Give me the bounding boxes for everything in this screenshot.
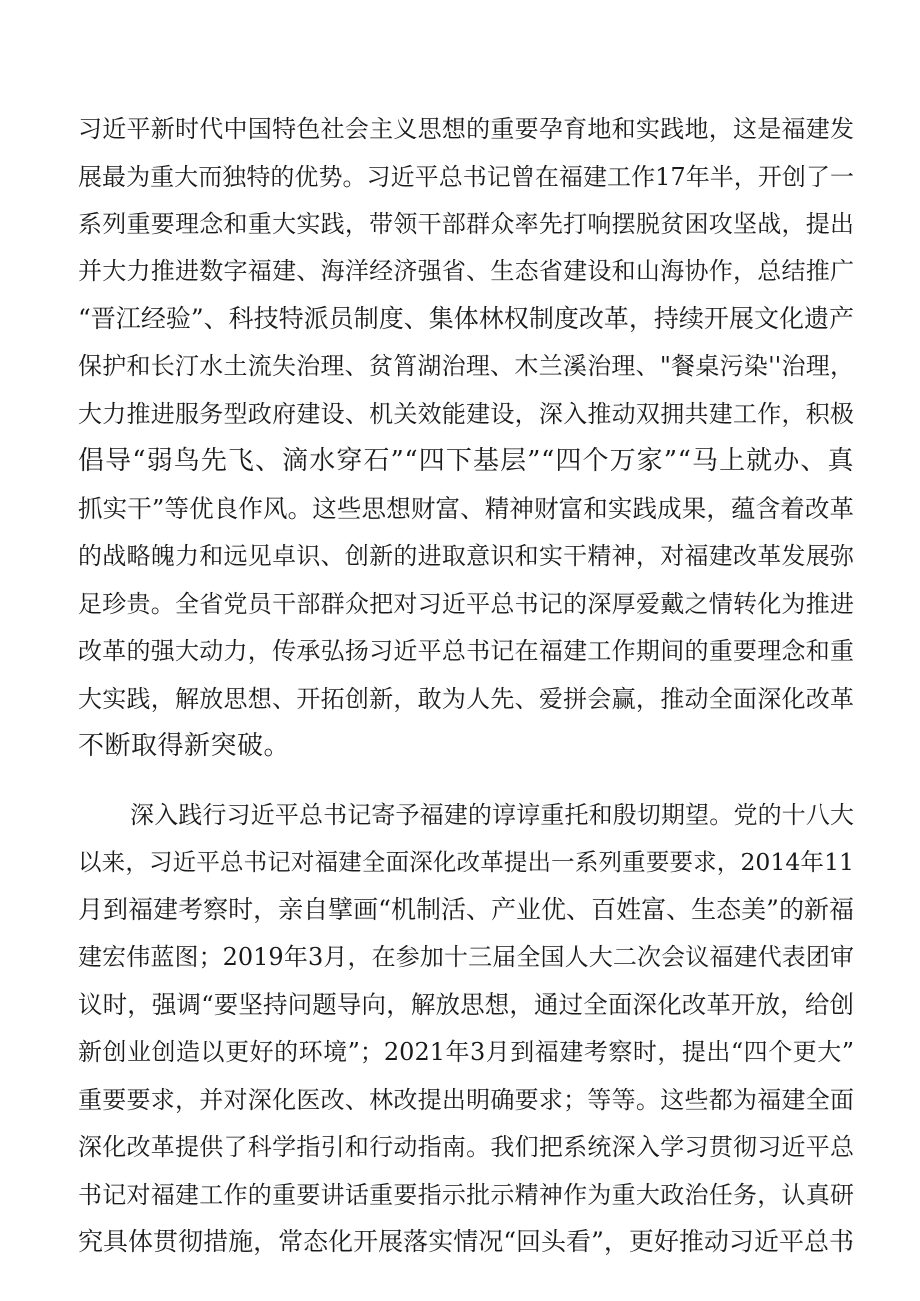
paragraph-line: 的战略魄力和远见卓识、创新的进取意识和实干精神，对福建改革发展弥 <box>78 542 854 570</box>
paragraph-line: 新创业创造以更好的环境”；2021年3月到福建考察时，提出“四个更大” <box>78 1038 854 1066</box>
paragraph-line: 深入践行习近平总书记寄予福建的谆谆重托和殷切期望。党的十八大 <box>130 801 854 829</box>
paragraph-line: 展最为重大而独特的优势。习近平总书记曾在福建工作17年半，开创了一 <box>78 163 854 191</box>
paragraph-line: 书记对福建工作的重要讲话重要指示批示精神作为重大政治任务，认真研 <box>78 1181 854 1209</box>
paragraph-line: 足珍贵。全省党员干部群众把对习近平总书记的深厚爱戴之情转化为推进 <box>78 590 854 618</box>
paragraph-line: 改革的强大动力，传承弘扬习近平总书记在福建工作期间的重要理念和重 <box>78 637 854 665</box>
paragraph-line: 习近平新时代中国特色社会主义思想的重要孕育地和实践地，这是福建发 <box>78 115 854 143</box>
paragraph-line: 重要要求，并对深化医改、林改提出明确要求；等等。这些都为福建全面 <box>78 1086 854 1114</box>
paragraph-line: 深化改革提供了科学指引和行动指南。我们把系统深入学习贯彻习近平总 <box>78 1133 854 1161</box>
paragraph-line: 以来，习近平总书记对福建全面深化改革提出一系列重要要求，2014年11 <box>78 848 854 876</box>
paragraph-line: 并大力推进数字福建、海洋经济强省、生态省建设和山海协作，总结推广 <box>78 257 854 285</box>
paragraph-line: 究具体贯彻措施，常态化开展落实情况“回头看”，更好推动习近平总书 <box>78 1227 854 1256</box>
paragraph-line: 不断取得新突破。 <box>78 731 291 761</box>
paragraph-line: 大力推进服务型政府建设、机关效能建设，深入推动双拥共建工作，积极 <box>78 400 854 428</box>
paragraph-line: 月到福建考察时，亲自擘画“机制活、产业优、百姓富、生态美”的新福 <box>78 895 854 924</box>
paragraph-line: 建宏伟蓝图；2019年3月，在参加十三届全国人大二次会议福建代表团审 <box>78 943 854 971</box>
paragraph-line: 倡导“弱鸟先飞、滴水穿石”“四下基层”“四个万家”“马上就办、真 <box>78 446 854 476</box>
paragraph-line: 议时，强调“要坚持问题导向，解放思想，通过全面深化改革开放，给创 <box>78 990 854 1019</box>
paragraph-line: 保护和长汀水土流失治理、贫筲湖治理、木兰溪治理、"餐桌污染''治理， <box>78 352 854 380</box>
paragraph-line: “晋江经验”、科技特派员制度、集体林权制度改革，持续开展文化遗产 <box>78 304 854 333</box>
paragraph-line: 系列重要理念和重大实践，带领干部群众率先打响摆脱贫困攻坚战，提出 <box>78 210 854 238</box>
paragraph-line: 抓实干”等优良作风。这些思想财富、精神财富和实践成果，蕴含着改革 <box>78 494 854 523</box>
paragraph-line: 大实践，解放思想、开拓创新，敢为人先、爱拼会赢，推动全面深化改革 <box>78 685 854 713</box>
